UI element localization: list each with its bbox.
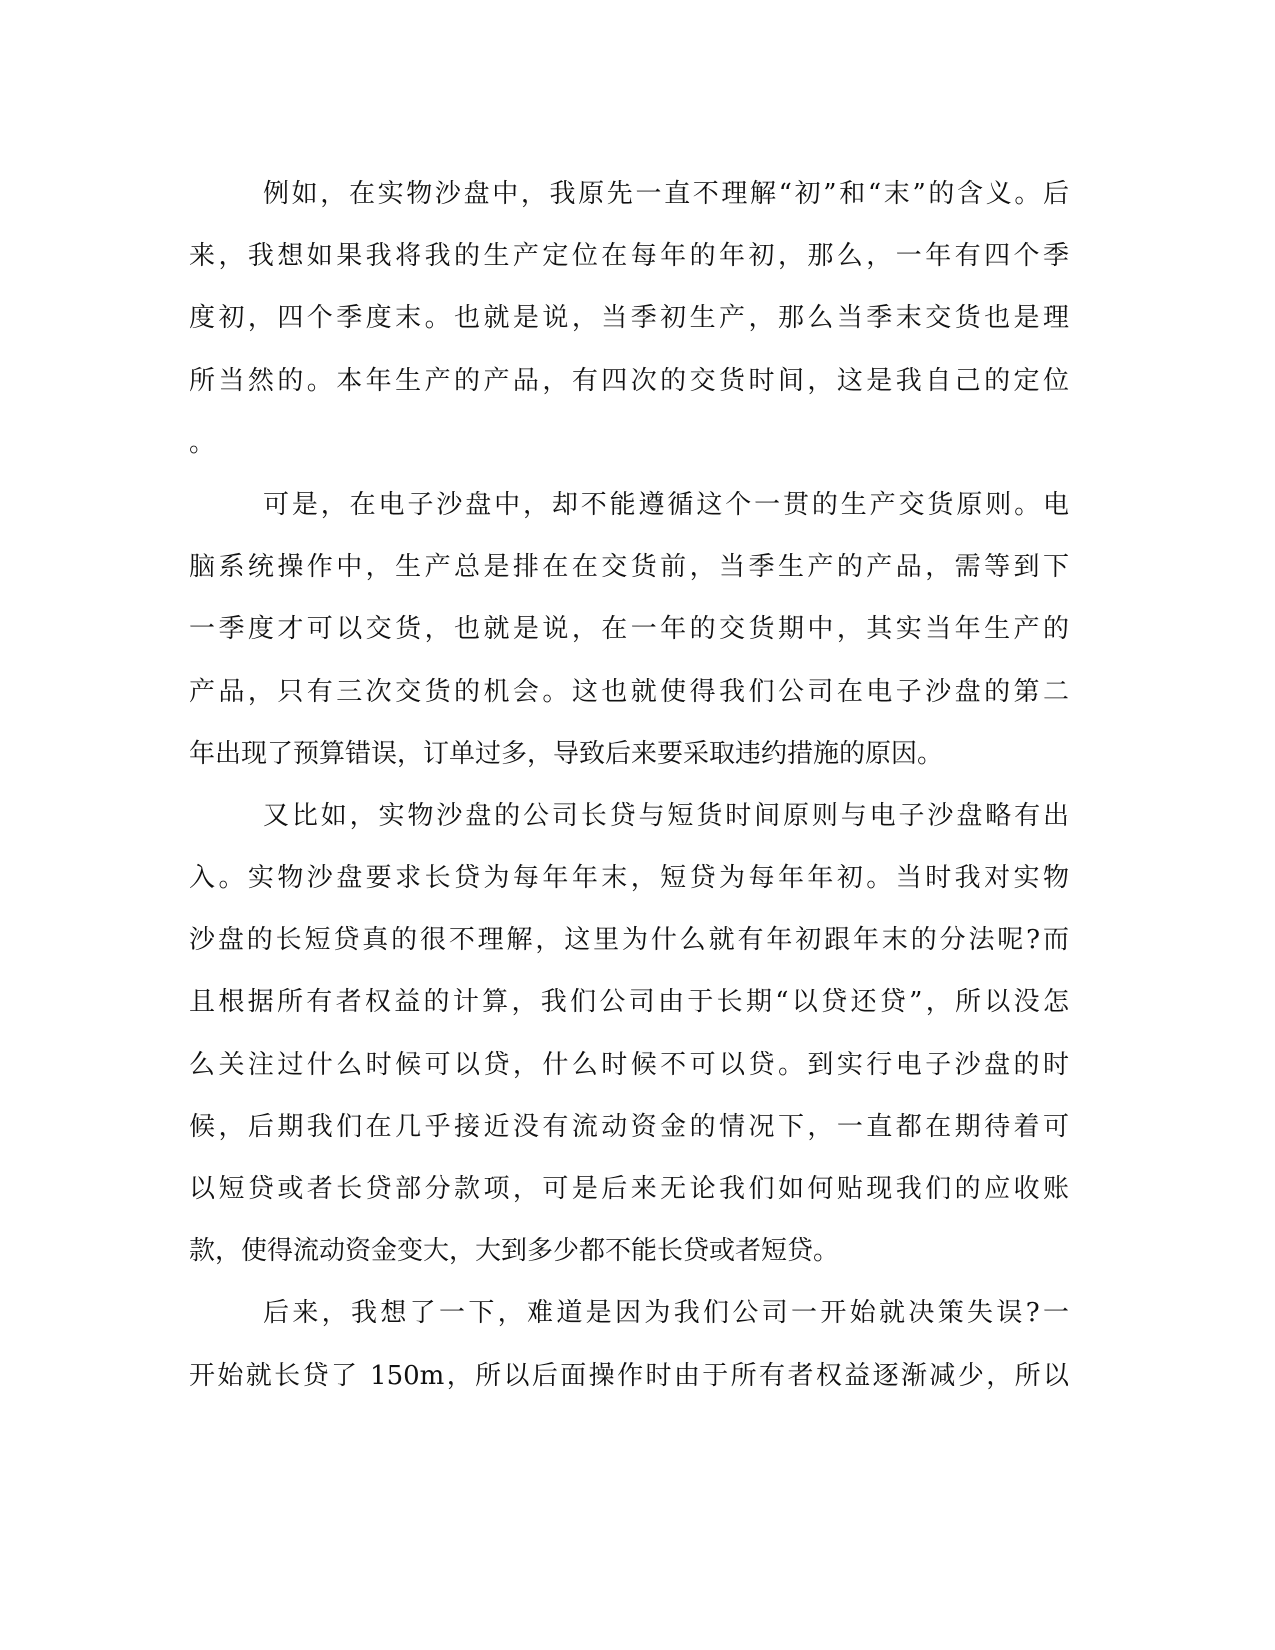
- text-line: 可是，在电子沙盘中，却不能遵循这个一贯的生产交货原则。电: [263, 489, 1069, 520]
- document-body: [189, 163, 1069, 1407]
- text-line: 来，我想如果我将我的生产定位在每年的年初，那么，一年有四个季: [189, 241, 1069, 272]
- text-line: 例如，在实物沙盘中，我原先一直不理解“初”和“末”的含义。后: [263, 179, 1069, 209]
- text-line: 沙盘的长短贷真的很不理解，这里为什么就有年初跟年末的分法呢?而: [189, 925, 1069, 956]
- text-line: 脑系统操作中，生产总是排在在交货前，当季生产的产品，需等到下: [189, 552, 1069, 583]
- text-line: 以短贷或者长贷部分款项，可是后来无论我们如何贴现我们的应收账: [189, 1174, 1069, 1204]
- text-line: 且根据所有者权益的计算，我们公司由于长期“以贷还贷”，所以没怎: [189, 987, 1069, 1018]
- text-line: 款，使得流动资金变大，大到多少都不能长贷或者短贷。: [189, 1236, 840, 1267]
- text-line: 么关注过什么时候可以贷，什么时候不可以贷。到实行电子沙盘的时: [189, 1049, 1069, 1080]
- text-line: 又比如，实物沙盘的公司长贷与短货时间原则与电子沙盘略有出: [263, 800, 1069, 831]
- text-line: 开始就长贷了 150m，所以后面操作时由于所有者权益逐渐减少，所以: [189, 1360, 1069, 1391]
- text-line: 。: [189, 427, 216, 458]
- text-line: 所当然的。本年生产的产品，有四次的交货时间，这是我自己的定位: [189, 365, 1069, 396]
- text-line: 产品，只有三次交货的机会。这也就使得我们公司在电子沙盘的第二: [189, 676, 1069, 707]
- text-line: 年出现了预算错误，订单过多，导致后来要采取违约措施的原因。: [189, 738, 944, 769]
- text-line: 后来，我想了一下，难道是因为我们公司一开始就决策失误?一: [263, 1298, 1069, 1329]
- text-line: 度初，四个季度末。也就是说，当季初生产，那么当季末交货也是理: [189, 303, 1069, 334]
- text-line: 一季度才可以交货，也就是说，在一年的交货期中，其实当年生产的: [189, 614, 1069, 645]
- text-line: 入。实物沙盘要求长贷为每年年末，短贷为每年年初。当时我对实物: [189, 863, 1069, 894]
- text-line: 候，后期我们在几乎接近没有流动资金的情况下，一直都在期待着可: [189, 1111, 1069, 1142]
